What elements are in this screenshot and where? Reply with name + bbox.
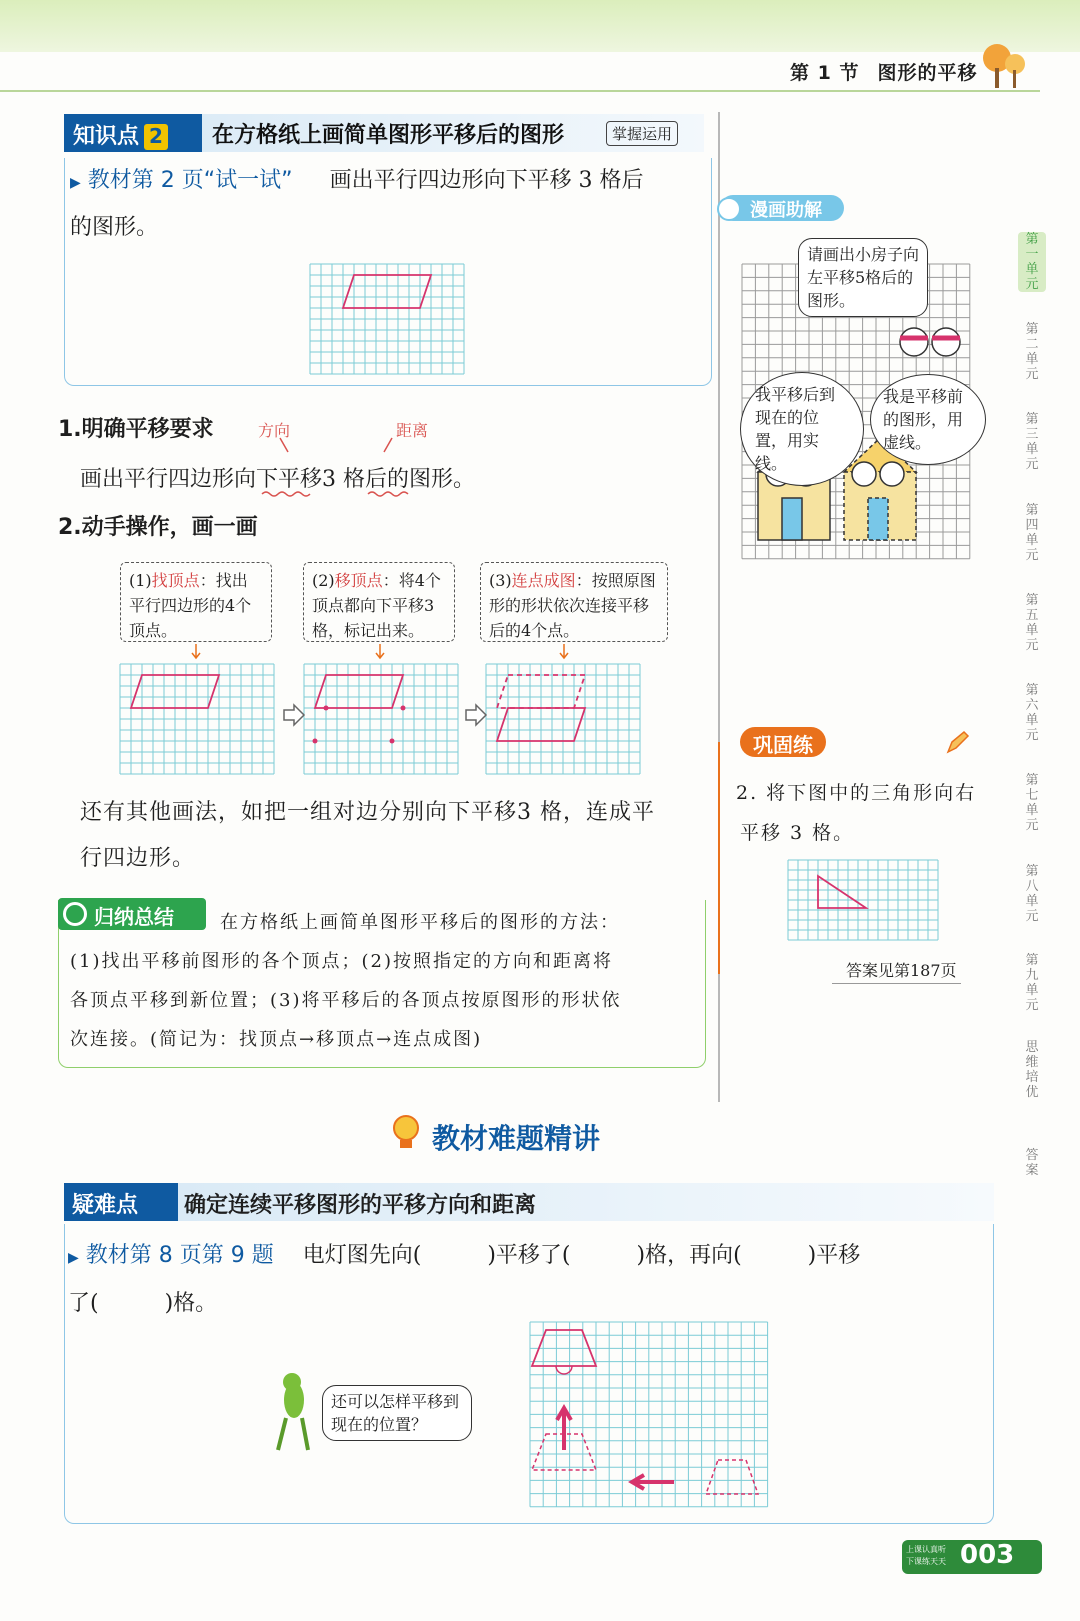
hint-bubble: 还可以怎样平移到现在的位置？ — [322, 1385, 472, 1441]
summary-line2: 各顶点平移到新位置；(3)将平移后的各顶点按原图形的形状依 — [70, 990, 622, 1011]
unit-tab[interactable]: 第 三 单 元 — [1025, 412, 1039, 472]
section-title: 第 1 节 图形的平移 — [790, 62, 978, 84]
unit-tab[interactable]: 第 一 单 元 — [1018, 232, 1046, 292]
step-box-find: (1)找顶点：找出平行四边形的4个顶点。 — [120, 562, 272, 642]
tree-icon — [975, 42, 1035, 92]
direction-note: 方向 — [258, 421, 291, 440]
textbook-ref: 教材第 2 页“试一试” — [87, 168, 293, 193]
comic-bubble-top: 请画出小房子向左平移5格后的图形。 — [798, 238, 928, 317]
difficult-label: 疑难点 — [64, 1183, 178, 1221]
step1-title: 1.明确平移要求 — [58, 417, 214, 442]
difficult-line2: 了( )格。 — [68, 1291, 218, 1316]
parallelogram-grid — [308, 262, 468, 377]
unit-tab[interactable]: 第 九 单 元 — [1025, 953, 1039, 1013]
lamp-shape-start-right — [706, 1460, 758, 1494]
footer-slogan: 上课认真听 下课练天天 — [906, 1545, 946, 1566]
unit-tab[interactable]: 答 案 — [1025, 1148, 1039, 1178]
lamp-grid — [528, 1320, 784, 1520]
step-box-connect: (3)连点成图：按照原图形的形状依次连接平移后的4个点。 — [480, 562, 668, 642]
step2-title: 2.动手操作，画一画 — [58, 515, 258, 540]
underline-waves — [260, 490, 420, 498]
summary-label: 归纳总结 — [58, 898, 206, 930]
unit-tab[interactable]: 第 五 单 元 — [1025, 593, 1039, 653]
other-method-line2: 行四边形。 — [80, 846, 196, 871]
unit-tab[interactable]: 第 二 单 元 — [1025, 322, 1039, 382]
knowledge-label: 知识点 2 — [64, 114, 202, 152]
vertex-dot — [324, 706, 329, 711]
unit-tab[interactable]: 第 七 单 元 — [1025, 773, 1039, 833]
pencil-icon — [944, 730, 970, 756]
triangle-grid — [786, 858, 946, 942]
hand-pointer-icon — [716, 196, 742, 222]
triangle-bullet-icon: ▶ — [70, 175, 81, 191]
next-arrow-icon — [466, 705, 486, 725]
comic-label: 漫画助解 — [720, 195, 844, 221]
page-number: 003 — [960, 1540, 1015, 1570]
distance-note: 距离 — [396, 421, 429, 440]
left-arrow-icon — [632, 1475, 674, 1489]
practice-label: 巩固练 — [740, 727, 826, 757]
up-arrow-icon — [557, 1408, 571, 1450]
note-arrows — [270, 436, 400, 456]
step-grids — [100, 644, 660, 784]
vertex-dot — [401, 706, 406, 711]
grid-step3 — [486, 664, 640, 774]
try-it-line2: 的图形。 — [70, 215, 159, 240]
textbook-ref-2: 教材第 8 页第 9 题 — [85, 1243, 274, 1268]
summary-line0: 在方格纸上画简单图形平移后的图形的方法： — [220, 912, 620, 933]
comic-bubble-left: 我平移后到现在的位置，用实线。 — [740, 372, 864, 486]
unit-tab[interactable]: 第 六 单 元 — [1025, 683, 1039, 743]
answer-reference: 答案见第187页 — [832, 958, 961, 984]
vertex-dot — [313, 739, 318, 744]
grid-step1 — [120, 664, 274, 774]
step1-text: 画出平行四边形向下平移3 格后的图形。 — [80, 467, 475, 492]
try-it-line1 — [70, 163, 644, 194]
difficult-title: 确定连续平移图形的平移方向和距离 — [184, 1193, 537, 1218]
lightbulb-icon — [386, 1110, 426, 1154]
textbook-section-title: 教材难题精讲 — [432, 1122, 601, 1155]
triangle-bullet-icon: ▶ — [68, 1250, 79, 1266]
unit-tab[interactable]: 第 四 单 元 — [1025, 503, 1039, 563]
mastery-tag: 掌握运用 — [606, 121, 678, 146]
other-method-line1: 还有其他画法，如把一组对边分别向下平移3 格，连成平 — [80, 800, 655, 825]
triangle-shape — [818, 876, 866, 908]
summary-line1: (1)找出平移前图形的各个顶点；(2)按照指定的方向和距离将 — [70, 951, 613, 972]
summary-line3: 次连接。(简记为：找顶点→移顶点→连点成图) — [70, 1029, 483, 1050]
practice-line1: 2. 将下图中的三角形向右 — [736, 782, 977, 804]
comic-bubble-right: 我是平移前的图形，用虚线。 — [870, 374, 986, 465]
header-rule — [0, 90, 1040, 92]
grid-step2 — [304, 664, 458, 774]
try-it-prompt: 画出平行四边形向下平移 3 格后 — [329, 168, 644, 193]
arrows-down — [192, 644, 568, 658]
difficult-question: 电灯图先向( )平移了( )格，再向( )平移 — [302, 1243, 861, 1268]
header-band — [0, 0, 1080, 52]
step-box-move: (2)移顶点：将4个顶点都向下平移3格，标记出来。 — [303, 562, 455, 642]
grasshopper-icon — [262, 1370, 322, 1460]
next-arrow-icon — [284, 705, 304, 725]
knowledge-title: 在方格纸上画简单图形平移后的图形 — [212, 123, 565, 148]
target-icon — [63, 902, 87, 926]
unit-tab[interactable]: 第 八 单 元 — [1025, 864, 1039, 924]
unit-tab[interactable]: 思 维 培 优 — [1025, 1040, 1039, 1100]
practice-line2: 平移 3 格。 — [740, 822, 855, 844]
vertex-dot — [390, 739, 395, 744]
practice-rule — [718, 742, 722, 974]
difficult-line1 — [68, 1238, 860, 1269]
